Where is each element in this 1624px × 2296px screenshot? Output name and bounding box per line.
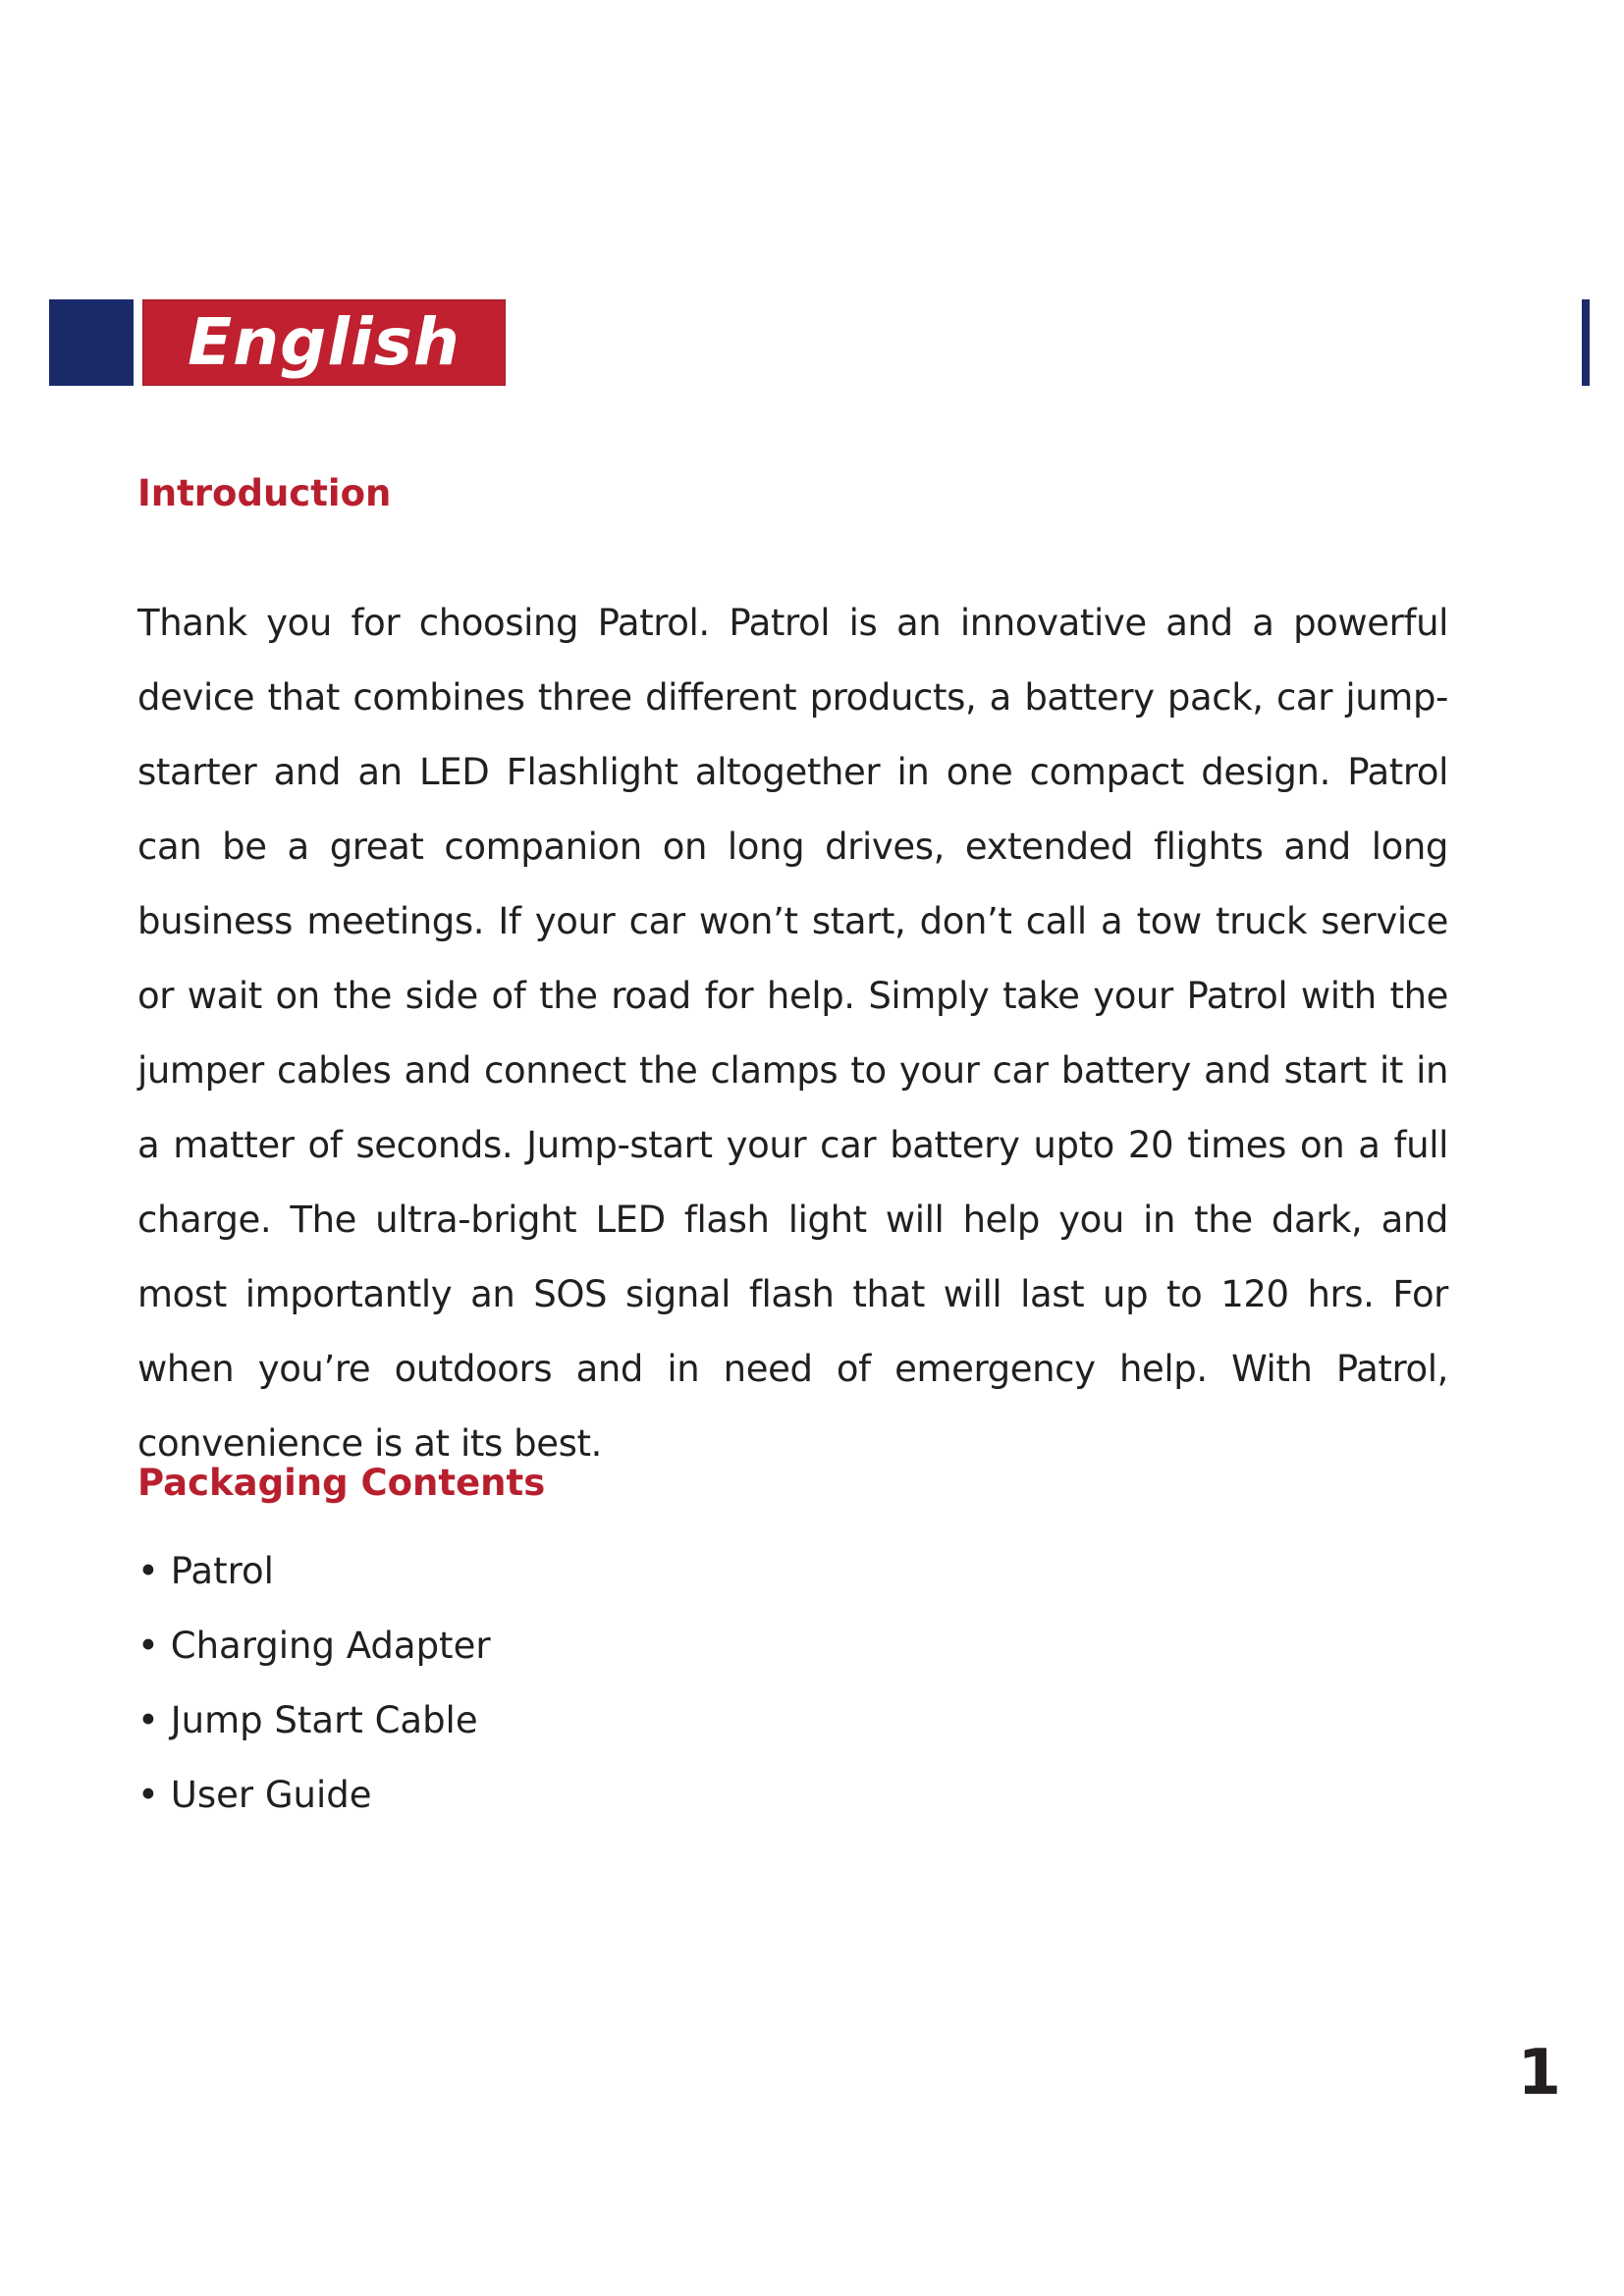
bullet: • (137, 1774, 159, 1816)
packaging-contents-list (137, 1534, 491, 1833)
bullet: • (137, 1625, 159, 1667)
list-item (137, 1534, 491, 1609)
bullet: • (137, 1550, 159, 1592)
introduction-heading: Introduction (137, 472, 392, 514)
language-tab (142, 299, 506, 386)
page-number: 1 (1517, 2037, 1561, 2109)
list-item-label: Jump Start Cable (170, 1699, 478, 1741)
list-item-label: Charging Adapter (170, 1625, 491, 1667)
bullet: • (137, 1699, 159, 1741)
introduction-paragraph: Thank you for choosing Patrol. Patrol is an innovative and a powerful device that combines three different products, a battery pack, car jump-starter and an LED Flashlight altogether in one compact design. Patrol can be a great companion on long drives, extended flights and long business meetings. If your car won’t start, don’t call a tow truck service or wait on the side of the road for help. Simply take your Patrol with the jumper cables and connect the clamps to your car battery and start it in a matter of seconds. Jump-start your car battery upto 20 times on a full charge. The ultra-bright LED flash light will help you in the dark, and most importantly an SOS signal flash that will last up to 120 hrs. For when you’re outdoors and in need of emergency help. With Patrol, convenience is at its best. (137, 602, 1448, 1465)
list-item (137, 1758, 491, 1833)
packaging-contents-heading: Packaging Contents (137, 1462, 546, 1504)
list-item (137, 1683, 491, 1758)
list-item-label: User Guide (170, 1774, 372, 1816)
language-banner-blue-block (49, 299, 134, 386)
page-edge-marker (1582, 299, 1590, 386)
list-item (137, 1609, 491, 1683)
list-item-label: Patrol (170, 1550, 274, 1592)
language-label: English (188, 304, 460, 380)
